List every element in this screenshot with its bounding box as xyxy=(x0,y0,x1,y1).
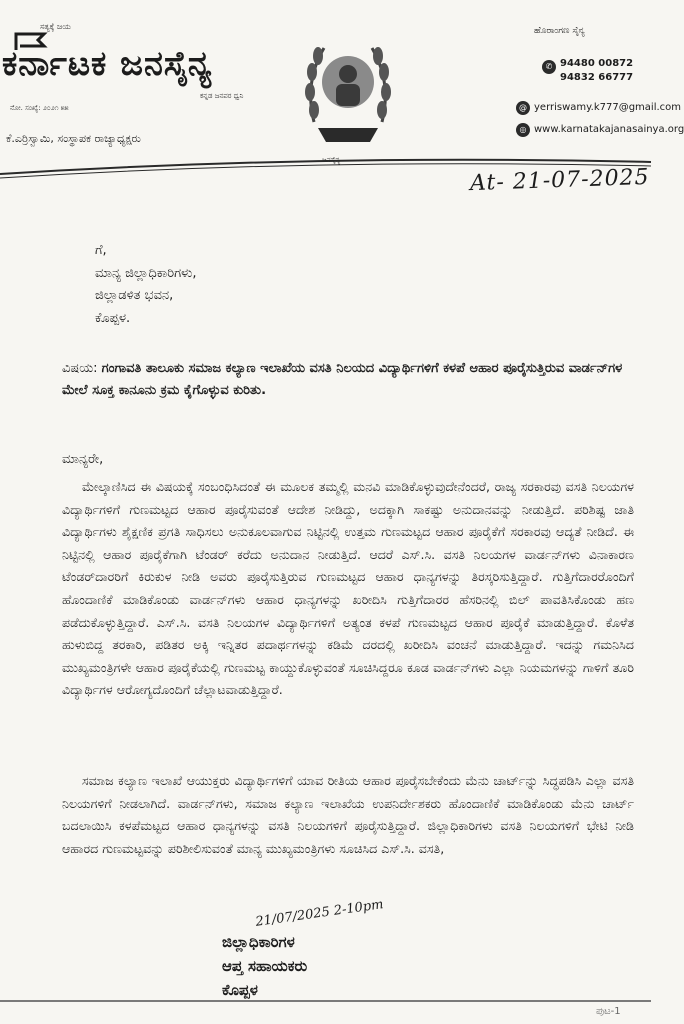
email-address: yerriswamy.k777@gmail.com xyxy=(534,102,682,113)
mail-icon: @ xyxy=(516,101,530,115)
handwritten-date: At- 21-07-2025 xyxy=(469,164,651,197)
subject-label: ವಿಷಯ: xyxy=(62,361,98,376)
contact-heading: ಹೊರಾಂಗಣ ಸೈನ್ಯ xyxy=(534,26,585,36)
emblem-icon xyxy=(300,32,396,162)
org-founder: ಕೆ.ಎರ್ರಿಸ್ವಾಮಿ, ಸಂಸ್ಥಾಪಕ ರಾಜ್ಯಾಧ್ಯಕ್ಷರು xyxy=(6,132,141,145)
letterhead xyxy=(0,0,684,190)
org-name: ಕರ್ನಾಟಕ ಜನಸೈನ್ಯ xyxy=(2,44,213,84)
recipient-address xyxy=(95,240,196,330)
email-line xyxy=(516,101,681,115)
address-line-3: ಜಿಲ್ಲಾಡಳಿತ ಭವನ, xyxy=(95,288,174,303)
page-mark: ಪುಟ-1 xyxy=(596,1006,621,1017)
paragraph-1-text: ಮೇಲ್ಕಾಣಿಸಿದ ಈ ವಿಷಯಕ್ಕೆ ಸಂಬಂಧಿಸಿದಂತೆ ಈ ಮೂಲಕ ತಮ್ಮಲ್ಲಿ ಮನವಿ ಮಾಡಿಕೊಳ್ಳುವುದೇನೆಂದರೆ, ರಾಜ್ಯ ಸರಕಾರವು ವಸತಿ ನಿಲಯಗಳ ವಿದ್ಯಾರ್ಥಿಗಳಿಗೆ ಗುಣಮಟ್ಟದ ಆಹಾರ ಪೂರೈಸುವಂತೆ ಆದೇಶ ನೀಡಿದ್ದು, ಅದಕ್ಕಾಗಿ ಸಾಕಷ್ಟು ಅನುದಾನವನ್ನು ನೀಡುತ್ತಿದೆ. ಪರಿಶಿಷ್ಟ ಜಾತಿ ವಿದ್ಯಾರ್ಥಿಗಳು ಶೈಕ್ಷಣಿಕ ಪ್ರಗತಿ ಸಾಧಿಸಲು ಅನುಕೂಲವಾಗುವ ನಿಟ್ಟಿನಲ್ಲಿ ಉತ್ತಮ ಗುಣಮಟ್ಟದ ಆಹಾರ ಪೂರೈಕೆಗೆ ಸರಕಾರವು ಆದ್ಯತೆ ನೀಡಿದೆ. ಈ ನಿಟ್ಟಿನಲ್ಲಿ ಆಹಾರ ಪೂರೈಕೆಗಾಗಿ ಟೆಂಡರ್ ಕರೆದು ಅನುದಾನ ನೀಡುತ್ತಿದೆ. ಆದರೆ ಎಸ್.ಸಿ. ವಸತಿ ನಿಲಯಗಳ ವಾರ್ಡನ್‌ಗಳು ವಿನಾಕಾರಣ ಟೆಂಡರ್‌ದಾರರಿಗೆ ಕಿರುಕುಳ ನೀಡಿ ಅವರು ಪೂರೈಸುತ್ತಿರುವ ಗುಣಮಟ್ಟದ ಆಹಾರ ಧಾನ್ಯಗಳನ್ನು ತಿರಸ್ಕರಿಸುತ್ತಿದ್ದಾರೆ. ಗುತ್ತಿಗೆದಾರರೊಂದಿಗೆ ಹೊಂದಾಣಿಕೆ ಮಾಡಿಕೊಂಡು ವಾರ್ಡನ್‌ಗಳು ಆಹಾರ ಧಾನ್ಯಗಳನ್ನು ಖರೀದಿಸಿ ಗುತ್ತಿಗೆದಾರರ ಹೆಸರಿನಲ್ಲಿ ಬಿಲ್ ಪಾವತಿಸಿಕೊಂಡು ಹಣ ಪಡೆದುಕೊಳ್ಳುತ್ತಿದ್ದಾರೆ. ಎಸ್.ಸಿ. ವಸತಿ ನಿಲಯಗಳ ವಿದ್ಯಾರ್ಥಿಗಳಿಗೆ ಅತ್ಯಂತ ಕಳಪೆ ಗುಣಮಟ್ಟದ ಆಹಾರ ಪೂರೈಕೆ ಮಾಡುತ್ತಿದ್ದಾರೆ. ಕೊಳೆತ ಹುಳುಬಿದ್ದ ತರಕಾರಿ, ಪಡಿತರ ಅಕ್ಕಿ ಇನ್ನಿತರ ಪದಾರ್ಥಗಳನ್ನು ಕಡಿಮೆ ದರದಲ್ಲಿ ಖರೀದಿಸಿ ವಂಚನೆ ಮಾಡುತ್ತಿದ್ದಾರೆ. ಇದನ್ನು ಗಮನಿಸಿದ ಮುಖ್ಯಮಂತ್ರಿಗಳೇ ಆಹಾರ ಪೂರೈಕೆಯಲ್ಲಿ ಗುಣಮಟ್ಟ ಕಾಯ್ದುಕೊಳ್ಳುವಂತೆ ಸೂಚಿಸಿದ್ದರೂ ಕೂಡ ವಾರ್ಡನ್‌ಗಳು ಎಲ್ಲಾ ನಿಯಮಗಳನ್ನು ಗಾಳಿಗೆ ತೂರಿ ವಿದ್ಯಾರ್ಥಿಗಳ ಆರೋಗ್ಯದೊಂದಿಗೆ ಚೆಲ್ಲಾಟವಾಡುತ್ತಿದ್ದಾರೆ. xyxy=(62,479,634,698)
salutation: ಮಾನ್ಯರೇ, xyxy=(62,452,104,467)
paragraph-2-text: ಸಮಾಜ ಕಲ್ಯಾಣ ಇಲಾಖೆ ಆಯುಕ್ತರು ವಿದ್ಯಾರ್ಥಿಗಳಿಗೆ ಯಾವ ರೀತಿಯ ಆಹಾರ ಪೂರೈಸಬೇಕೆಂದು ಮೆನು ಚಾರ್ಟ್‌ನ್ನು ಸಿದ್ಧಪಡಿಸಿ ಎಲ್ಲಾ ವಸತಿ ನಿಲಯಗಳಿಗೆ ನೀಡಲಾಗಿದೆ. ವಾರ್ಡನ್‌ಗಳು, ಸಮಾಜ ಕಲ್ಯಾಣ ಇಲಾಖೆಯ ಉಪನಿರ್ದೇಶಕರು ಹೊಂದಾಣಿಕೆ ಮಾಡಿಕೊಂಡು ಮೆನು ಚಾರ್ಟ್ ಬದಲಾಯಿಸಿ ಕಳಪೆಮಟ್ಟದ ಆಹಾರ ಧಾನ್ಯಗಳನ್ನು ವಸತಿ ನಿಲಯಗಳಿಗೆ ಪೂರೈಸುತ್ತಿದ್ದಾರೆ. ಜಿಲ್ಲಾಧಿಕಾರಿಗಳು ವಸತಿ ನಿಲಯಗಳಿಗೆ ಭೇಟಿ ನೀಡಿ ಆಹಾರದ ಗುಣಮಟ್ಟವನ್ನು ಪರಿಶೀಲಿಸುವಂತೆ ಮಾನ್ಯ ಮುಖ್ಯಮಂತ್ರಿಗಳು ಸೂಚಿಸಿದ ಎಸ್.ಸಿ. ವಸತಿ, xyxy=(62,773,634,856)
phone-icon: ✆ xyxy=(542,60,556,74)
subject xyxy=(62,358,642,402)
subject-text: ಗಂಗಾವತಿ ತಾಲೂಕು ಸಮಾಜ ಕಲ್ಯಾಣ ಇಲಾಖೆಯ ವಸತಿ ನಿಲಯದ ವಿದ್ಯಾರ್ಥಿಗಳಿಗೆ ಕಳಪೆ ಆಹಾರ ಪೂರೈಸುತ್ತಿರುವ ವಾರ್ಡನ್‌ಗಳ ಮೇಲೆ ಸೂಕ್ತ ಕಾನೂನು ಕ್ರಮ ಕೈಗೊಳ್ಳುವ ಕುರಿತು. xyxy=(62,361,623,398)
address-line-1: ಗೆ, xyxy=(95,243,107,258)
website-line xyxy=(516,123,684,137)
org-registration: ನೋ. ಸಂಖ್ಯೆ: ೨೦೨೧ ೫೫ xyxy=(10,104,69,112)
receipt-stamp xyxy=(222,930,307,1002)
phone-number-1: 94480 00872 xyxy=(560,58,634,69)
body-paragraph-1 xyxy=(62,476,634,702)
address-line-4: ಕೊಪ್ಪಳ. xyxy=(95,310,131,326)
globe-icon: ◎ xyxy=(516,123,530,137)
footer-divider xyxy=(0,1000,651,1002)
body-paragraph-2 xyxy=(62,770,634,860)
stamp-line-3: ಕೊಪ್ಪಳ xyxy=(222,981,258,999)
receipt-handwritten-note: 21/07/2025 2-10pm xyxy=(254,897,385,930)
org-tagline: ಕನ್ನಡ ಜನಪರ ಧ್ವನಿ xyxy=(200,92,244,100)
address-line-2: ಮಾನ್ಯ ಜಿಲ್ಲಾಧಿಕಾರಿಗಳು, xyxy=(95,265,197,281)
stamp-line-1: ಜಿಲ್ಲಾಧಿಕಾರಿಗಳ xyxy=(222,933,295,951)
emblem-caption: ಜನಸೈನ್ಯ xyxy=(322,156,341,164)
website-url: www.karnatakajanasainya.org xyxy=(534,124,684,135)
phone-number-2: 94832 66777 xyxy=(560,72,634,83)
stamp-line-2: ಆಪ್ತ ಸಹಾಯಕರು xyxy=(222,957,308,975)
org-slogan: ಸತ್ಯಕ್ಕೆ ಜಯ xyxy=(40,22,71,31)
